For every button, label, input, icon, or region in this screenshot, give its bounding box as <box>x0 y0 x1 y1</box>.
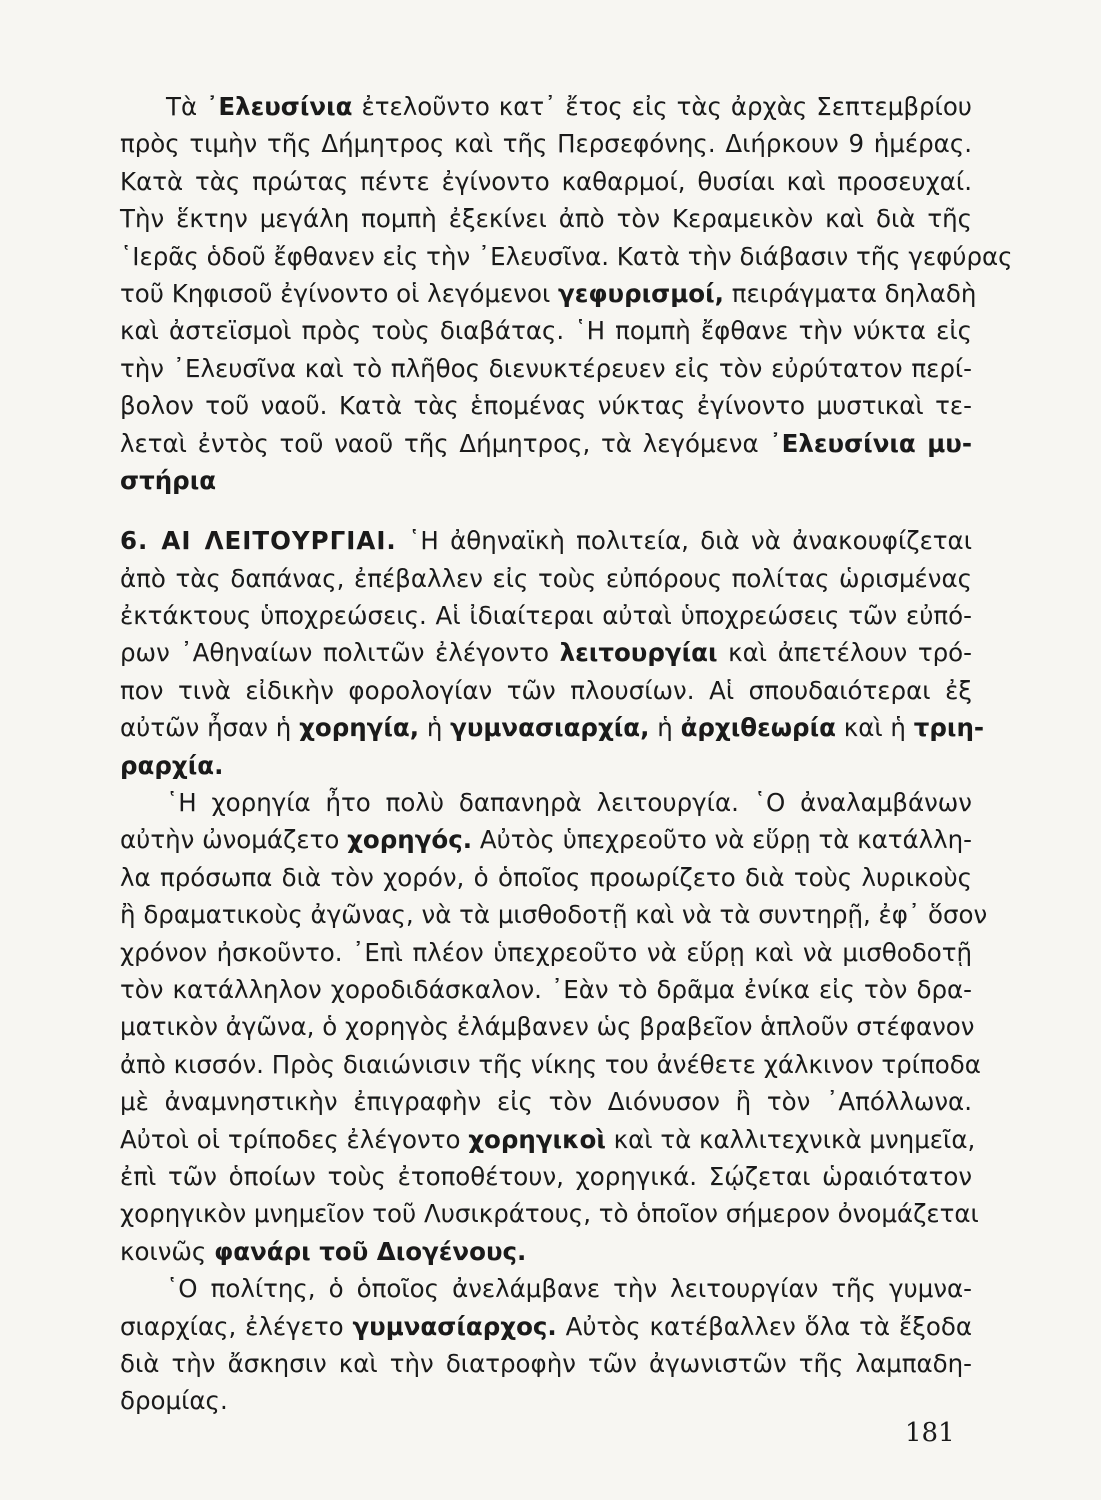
paragraph-eleusinia <box>120 88 1013 499</box>
text-line: δρομίας. <box>120 1386 228 1416</box>
term-eleusinia: ᾿Ελευσίνια <box>206 92 353 121</box>
text-line: ῾Ιερᾶς ὁδοῦ ἔφθανεν εἰς τὴν ᾿Ελευσῖνα. Κατὰ τὴν διάβασιν τῆς γεφύρας <box>120 241 1013 271</box>
section-heading: 6. ΑΙ ΛΕΙΤΟΥΡΓΙΑΙ. <box>120 526 397 556</box>
text-line: ἐκτάκτους ὑποχρεώσεις. Αἱ ἰδιαίτεραι αὐταὶ ὑποχρεώσεις τῶν εὐπό- <box>120 601 972 631</box>
text-line <box>120 747 972 784</box>
text-line: κοινῶς φανάρι τοῦ Διογένους. <box>120 1236 527 1266</box>
text-line: ἐπὶ τῶν ὁποίων τοὺς ἐτοποθέτουν, χορηγικά. Σῴζεται ὡραιότατον <box>120 1161 972 1191</box>
text-line: Τὰ ᾿Ελευσίνια ἐτελοῦντο κατ᾿ ἔτος εἰς τὰς ἀρχὰς Σεπτεμβρίου <box>166 92 972 121</box>
text-line: ῾Ο πολίτης, ὁ ὁποῖος ἀνελάμβανε τὴν λειτουργίαν τῆς γυμνα- <box>166 1274 972 1304</box>
term-gymnasiarchos: γυμνασίαρχος. <box>352 1311 557 1341</box>
term-eleusinia-mysteria: ᾿Ελευσίνια μυ- <box>769 428 973 458</box>
text-line: διὰ τὴν ἄσκησιν καὶ τὴν διατροφὴν τῶν ἀγωνιστῶν τῆς λαμπαδη- <box>120 1348 972 1378</box>
text-line: τοῦ Κηφισοῦ ἐγίνοντο οἱ λεγόμενοι γεφυρισμοί, πειράγματα δηλαδὴ <box>120 278 977 308</box>
term-leitourgiai: λειτουργίαι <box>559 638 718 668</box>
paragraph-choregia <box>120 784 988 1270</box>
text-line: χρόνον ἠσκοῦντο. ᾿Επὶ πλέον ὑπεχρεοῦτο νὰ εὕρῃ καὶ νὰ μισθοδοτῇ <box>120 937 972 967</box>
text-line: ῾Η χορηγία ἦτο πολὺ δαπανηρὰ λειτουργία. ῾Ο ἀναλαμβάνων <box>166 788 972 818</box>
text-line: βολον τοῦ ναοῦ. Κατὰ τὰς ἑπομένας νύκτας ἐγίνοντο μυστικαὶ τε- <box>120 391 972 421</box>
text-line: πον τινὰ εἰδικὴν φορολογίαν τῶν πλουσίων. Αἱ σπουδαιότεραι ἐξ <box>120 675 972 705</box>
text-line: ἀπὸ τὰς δαπάνας, ἐπέβαλλεν εἰς τοὺς εὐπόρους πολίτας ὡρισμένας <box>120 563 972 593</box>
term-gefyrismoi: γεφυρισμοί, <box>558 278 724 308</box>
text-line: Τὴν ἕκτην μεγάλη πομπὴ ἐξεκίνει ἀπὸ τὸν Κεραμεικὸν καὶ διὰ τῆς <box>120 204 972 234</box>
text-line: αὐτῶν ἦσαν ἡ χορηγία, ἡ γυμνασιαρχία, ἡ ἀρχιθεωρία καὶ ἡ τριη- <box>120 713 985 743</box>
paragraph-gymnasiarchia <box>120 1270 972 1420</box>
term-choregia: χορηγία, <box>299 713 420 743</box>
text-line: τὴν ᾿Ελευσῖνα καὶ τὸ πλῆθος διενυκτέρευεν εἰς τὸν εὐρύτατον περί- <box>120 353 972 383</box>
term-choregos: χορηγός. <box>347 825 473 855</box>
text-line: Αὐτοὶ οἱ τρίποδες ἐλέγοντο χορηγικοὶ καὶ τὰ καλλιτεχνικὰ μνημεῖα, <box>120 1124 976 1154</box>
text-line: ματικὸν ἀγῶνα, ὁ χορηγὸς ἐλάμβανεν ὡς βραβεῖον ἁπλοῦν στέφανον <box>120 1012 975 1042</box>
term-fanari-diogenous: φανάρι τοῦ Διογένους. <box>214 1236 527 1266</box>
page-number: 181 <box>905 1418 955 1448</box>
section-leitourgiai <box>120 522 985 784</box>
text-line: αὐτὴν ὠνομάζετο χορηγός. Αὐτὸς ὑπεχρεοῦτο νὰ εὕρῃ τὰ κατάλλη- <box>120 825 972 855</box>
text-line: σιαρχίας, ἐλέγετο γυμνασίαρχος. Αὐτὸς κατέβαλλεν ὅλα τὰ ἔξοδα <box>120 1311 972 1341</box>
text-line: λα πρόσωπα διὰ τὸν χορόν, ὁ ὁποῖος προωρίζετο διὰ τοὺς λυρικοὺς <box>120 862 972 892</box>
text-line: λεταὶ ἐντὸς τοῦ ναοῦ τῆς Δήμητρος, τὰ λεγόμενα ᾿Ελευσίνια μυ- <box>120 428 973 458</box>
text-line: μὲ ἀναμνηστικὴν ἐπιγραφὴν εἰς τὸν Διόνυσον ἢ τὸν ᾿Απόλλωνα. <box>120 1087 972 1117</box>
term-architheoria: ἀρχιθεωρία <box>680 713 836 743</box>
text-line: χορηγικὸν μνημεῖον τοῦ Λυσικράτους, τὸ ὁποῖον σήμερον ὀνομάζεται <box>120 1199 979 1229</box>
text-line: ἀπὸ κισσόν. Πρὸς διαιώνισιν τῆς νίκης του ἀνέθετε χάλκινον τρίποδα <box>120 1049 981 1079</box>
text-line: 6. ΑΙ ΛΕΙΤΟΥΡΓΙΑΙ. ῾Η ἀθηναϊκὴ πολιτεία, διὰ νὰ ἀνακουφίζεται <box>120 526 972 556</box>
text-line: ἢ δραματικοὺς ἀγῶνας, νὰ τὰ μισθοδοτῇ καὶ νὰ τὰ συντηρῇ, ἐφ᾿ ὅσον <box>120 900 988 930</box>
text-line: καὶ ἀστεϊσμοὶ πρὸς τοὺς διαβάτας. ῾Η πομπὴ ἔφθανε τὴν νύκτα εἰς <box>120 316 972 346</box>
term-eleusinia-mysteria-end: στήρια <box>120 465 217 495</box>
term-gymnasiarchia: γυμνασιαρχία, <box>450 713 650 743</box>
text-line <box>120 462 972 499</box>
body-text <box>120 88 1013 1420</box>
text-line: ρων ᾿Αθηναίων πολιτῶν ἐλέγοντο λειτουργίαι καὶ ἀπετέλουν τρό- <box>120 638 972 668</box>
section-gap <box>120 499 972 522</box>
term-trierarchia: τριη- <box>913 713 985 743</box>
text-line: τὸν κατάλληλον χοροδιδάσκαλον. ᾿Εὰν τὸ δρᾶμα ἐνίκα εἰς τὸν δρα- <box>120 974 972 1004</box>
text-line: πρὸς τιμὴν τῆς Δήμητρος καὶ τῆς Περσεφόνης. Διήρκουν 9 ἡμέρας. <box>120 129 972 159</box>
term-choregikoi: χορηγικοὶ <box>468 1124 606 1154</box>
term-trierarchia-end: ραρχία. <box>120 750 224 780</box>
text-line: Κατὰ τὰς πρώτας πέντε ἐγίνοντο καθαρμοί, θυσίαι καὶ προσευχαί. <box>120 166 972 196</box>
